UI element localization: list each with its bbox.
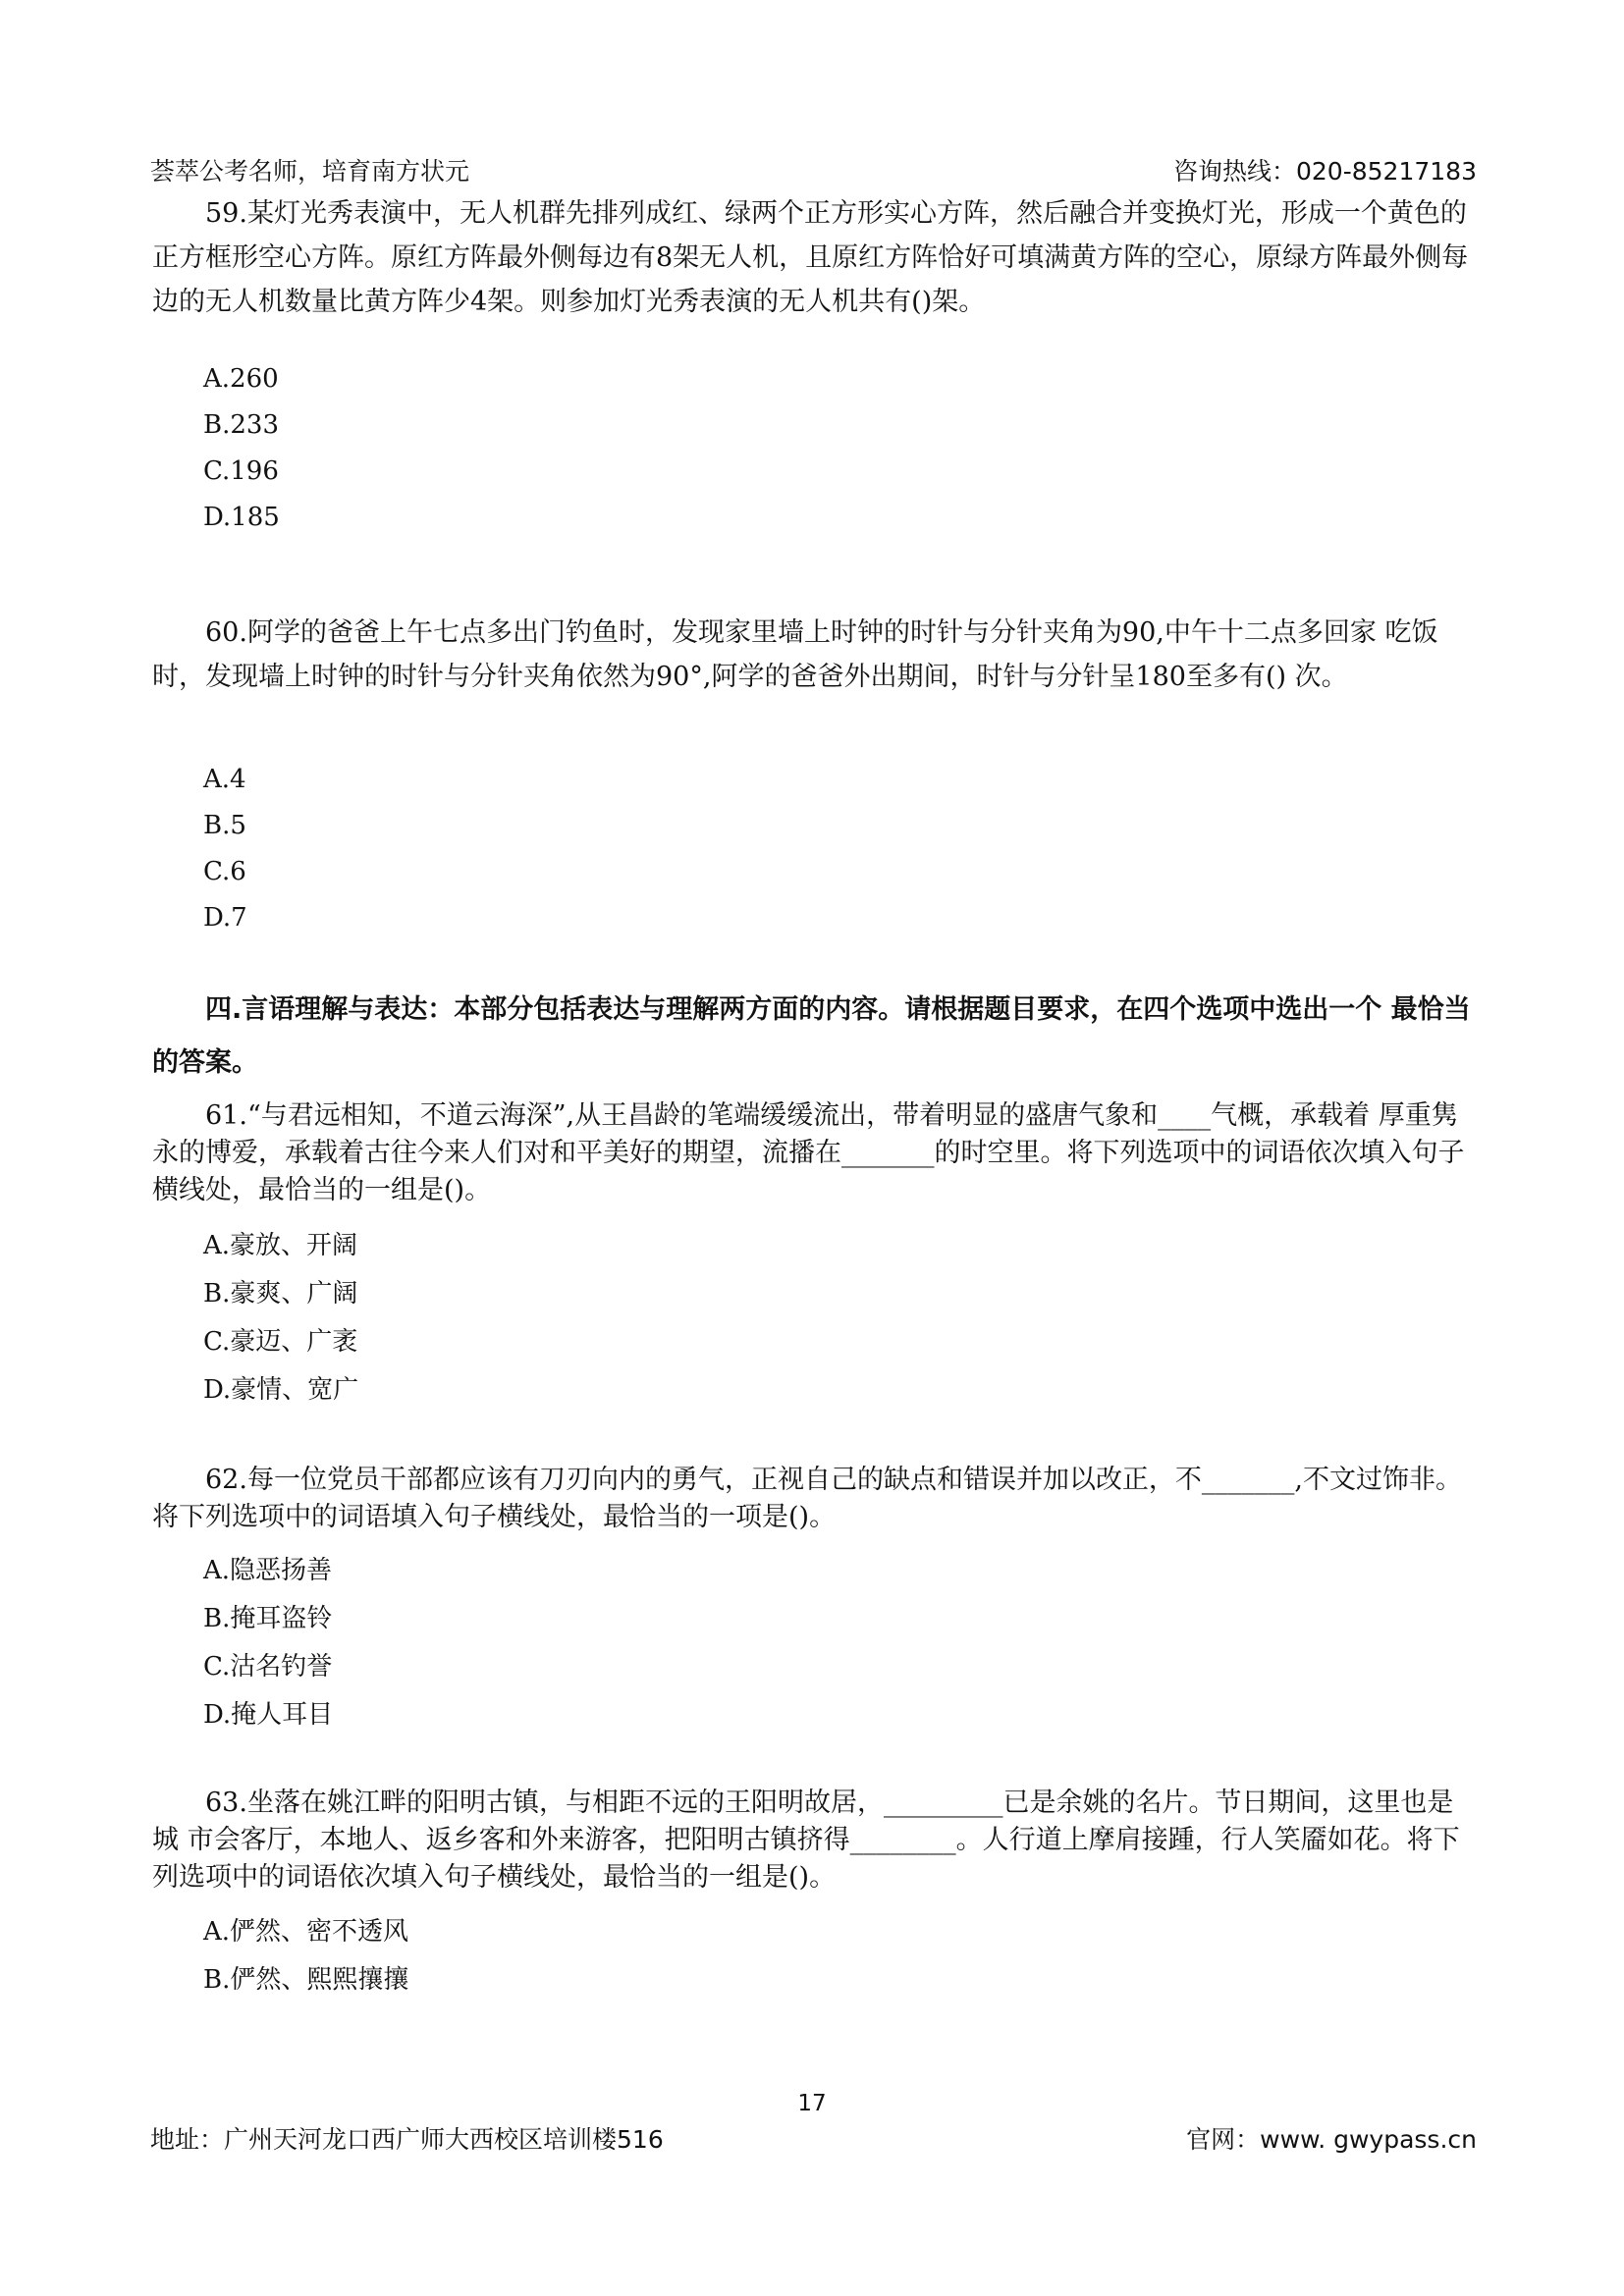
question-63-options xyxy=(203,1908,408,2004)
question-60-options xyxy=(203,757,247,941)
option-b: B.5 xyxy=(203,811,246,840)
option-a: A.俨然、密不透风 xyxy=(203,1917,409,1947)
option-d: D.7 xyxy=(203,903,247,933)
option-c: C.196 xyxy=(203,456,279,486)
header-hotline: 咨询热线：020-85217183 xyxy=(1173,157,1477,186)
question-59-options xyxy=(203,356,280,541)
question-59-stem: 59.某灯光秀表演中，无人机群先排列成红、绿两个正方形实心方阵，然后融合并变换灯光，形成一个黄色的正方框形空心方阵。原红方阵最外侧每边有8架无人机，且原红方阵恰好可填满黄方阵的空心，原绿方阵最外侧每边的无人机数量比黄方阵少4架。则参加灯光秀表演的无人机共有()架。 xyxy=(152,198,1469,317)
question-61-options xyxy=(203,1222,358,1415)
option-a: A.4 xyxy=(203,765,246,794)
option-d: D.豪情、宽广 xyxy=(203,1375,359,1405)
question-63-stem: 63.坐落在姚江畔的阳明古镇，与相距不远的王阳明故居，_________已是余姚的名片。节日期间，这里也是城 市会客厅，本地人、返乡客和外来游客，把阳明古镇挤得________。人行道上摩肩接踵，行人笑靥如花。将下列选项中的词语依次填入句子横线处，最恰当的一组是()。 xyxy=(152,1788,1460,1893)
footer-address: 地址：广州天河龙口西广师大西校区培训楼516 xyxy=(150,2125,664,2154)
option-a: A.260 xyxy=(203,364,279,394)
option-c: C.6 xyxy=(203,857,246,886)
option-b: B.掩耳盗铃 xyxy=(203,1604,333,1633)
option-d: D.185 xyxy=(203,503,280,532)
option-b: B.豪爽、广阔 xyxy=(203,1279,358,1308)
option-d: D.掩人耳目 xyxy=(203,1700,334,1730)
section-heading: 四.言语理解与表达：本部分包括表达与理解两方面的内容。请根据题目要求，在四个选项中选出一个 最恰当的答案。 xyxy=(152,994,1471,1078)
option-b: B.俨然、熙熙攘攘 xyxy=(203,1965,409,1995)
question-60-stem: 60.阿学的爸爸上午七点多出门钓鱼时，发现家里墙上时钟的时针与分针夹角为90,中午十二点多回家 吃饭时，发现墙上时钟的时针与分针夹角依然为90°,阿学的爸爸外出期间，时针与分针呈180至多有() 次。 xyxy=(152,617,1438,692)
question-61-stem: 61.“与君远相知，不道云海深”,从王昌龄的笔端缓缓流出，带着明显的盛唐气象和____气概，承载着 厚重隽永的博爱，承载着古往今来人们对和平美好的期望，流播在_______的时空里。将下列选项中的词语依次填入句子横线处，最恰当的一组是()。 xyxy=(152,1100,1465,1205)
footer-website: 官网：www. gwypass.cn xyxy=(1186,2125,1477,2154)
page-number: 17 xyxy=(797,2091,827,2116)
option-a: A.隐恶扬善 xyxy=(203,1556,333,1585)
question-62-options xyxy=(203,1547,333,1739)
question-62-stem: 62.每一位党员干部都应该有刀刃向内的勇气，正视自己的缺点和错误并加以改正，不_______,不文过饰非。将下列选项中的词语填入句子横线处，最恰当的一项是()。 xyxy=(152,1465,1463,1532)
header-slogan: 荟萃公考名师，培育南方状元 xyxy=(150,157,470,186)
option-b: B.233 xyxy=(203,410,279,440)
option-c: C.豪迈、广袤 xyxy=(203,1327,358,1357)
option-c: C.沽名钓誉 xyxy=(203,1652,333,1682)
option-a: A.豪放、开阔 xyxy=(203,1231,358,1260)
